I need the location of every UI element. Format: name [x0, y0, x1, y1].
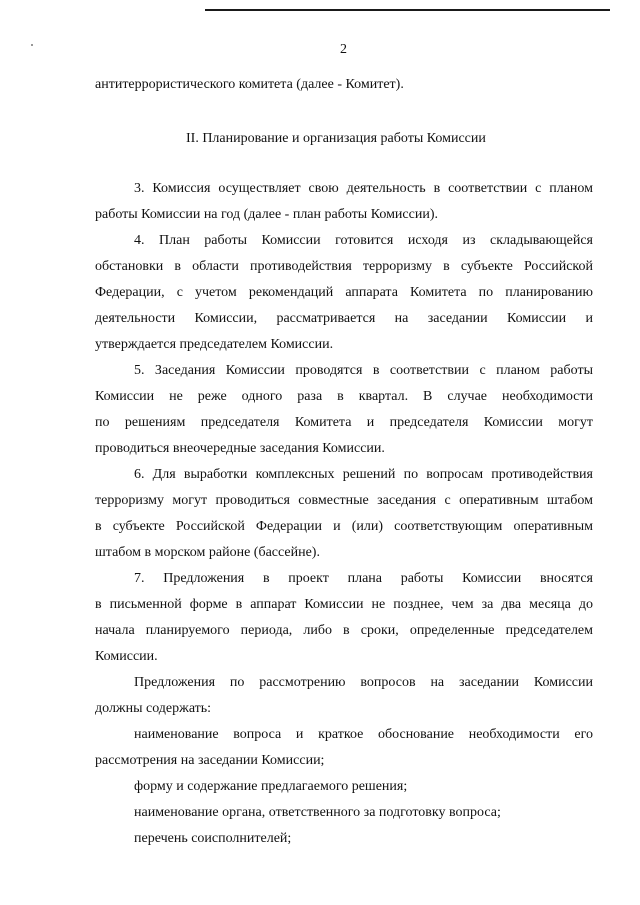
page-number: 2 [340, 42, 347, 57]
text-line: по решениям председателя Комитета и председателя Комиссии могут [95, 415, 593, 430]
text-line: 4. План работы Комиссии готовится исходя из складывающейся [134, 233, 593, 248]
top-rule [205, 9, 610, 11]
text-line: терроризму могут проводиться совместные заседания с оперативным штабом [95, 493, 593, 508]
text-line: утверждается председателем Комиссии. [95, 337, 334, 352]
text-line: 7. Предложения в проект плана работы Комиссии вносятся [134, 571, 593, 586]
text-line: перечень соисполнителей; [134, 831, 292, 846]
text-line: Предложения по рассмотрению вопросов на заседании Комиссии [134, 675, 593, 690]
text-line: форму и содержание предлагаемого решения; [134, 779, 408, 794]
text-line: Федерации, с учетом рекомендаций аппарата Комитета по планированию [95, 285, 593, 300]
text-line: рассмотрения на заседании Комиссии; [95, 753, 325, 768]
text-line: проводиться внеочередные заседания Комиссии. [95, 441, 385, 456]
text-line: обстановки в области противодействия терроризму в субъекте Российской [95, 259, 593, 274]
text-line: наименование вопроса и краткое обоснование необходимости его [134, 727, 593, 742]
scan-speck [31, 44, 33, 46]
text-line: работы Комиссии на год (далее - план работы Комиссии). [95, 207, 438, 222]
text-line: 6. Для выработки комплексных решений по вопросам противодействия [134, 467, 593, 482]
text-line: в письменной форме в аппарат Комиссии не позднее, чем за два месяца до [95, 597, 593, 612]
text-line: Комиссии. [95, 649, 158, 664]
text-line: наименование органа, ответственного за подготовку вопроса; [134, 805, 501, 820]
text-line: антитеррористического комитета (далее - Комитет). [95, 77, 404, 92]
text-line: деятельности Комиссии, рассматривается на заседании Комиссии и [95, 311, 593, 326]
section-heading: II. Планирование и организация работы Комиссии [186, 131, 486, 146]
text-line: штабом в морском районе (бассейне). [95, 545, 320, 560]
text-line: в субъекте Российской Федерации и (или) соответствующим оперативным [95, 519, 593, 534]
text-line: должны содержать: [95, 701, 212, 716]
text-line: начала планируемого периода, либо в сроки, определенные председателем [95, 623, 593, 638]
text-line: 5. Заседания Комиссии проводятся в соответствии с планом работы [134, 363, 593, 378]
text-line: Комиссии не реже одного раза в квартал. В случае необходимости [95, 389, 593, 404]
text-line: 3. Комиссия осуществляет свою деятельность в соответствии с планом [134, 181, 593, 196]
